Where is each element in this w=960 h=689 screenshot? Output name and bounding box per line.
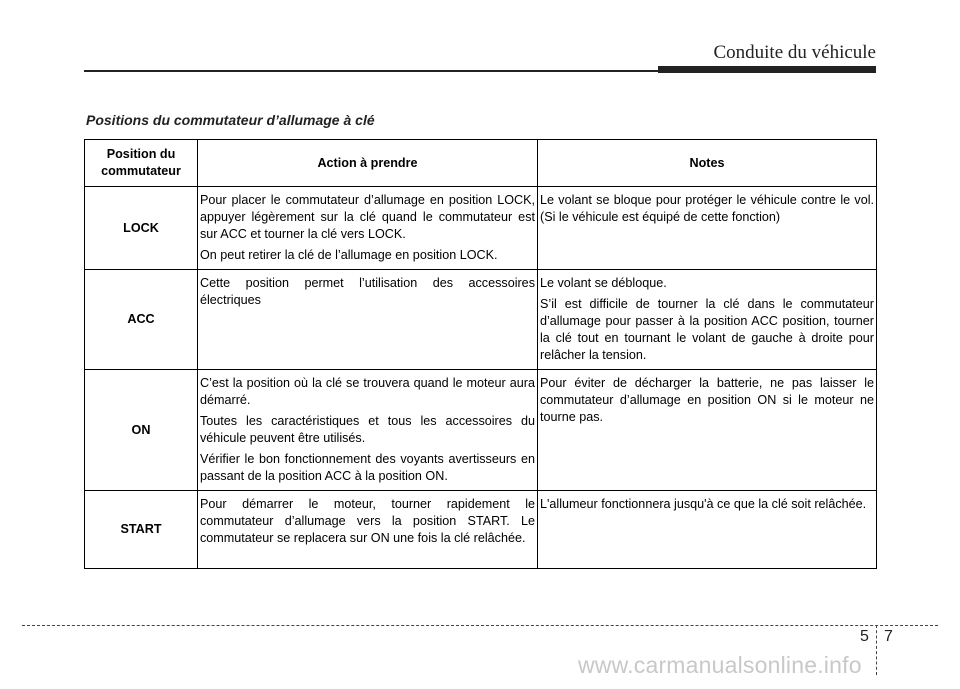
action-text: C’est la position où la clé se trouvera quand le moteur aura démarré. — [200, 376, 535, 407]
column-header-notes: Notes — [538, 140, 877, 187]
table-row-lock — [85, 187, 877, 270]
notes-cell — [538, 491, 877, 569]
notes-cell — [538, 187, 877, 270]
action-text: Pour démarrer le moteur, tourner rapidement le commutateur d’allumage vers la position START. Le commutateur se replacera sur ON une fois la clé relâchée. — [200, 497, 535, 545]
action-cell — [198, 370, 538, 491]
notes-text: L'allumeur fonctionnera jusqu'à ce que la clé soit relâchée. — [540, 497, 867, 511]
position-cell: START — [85, 491, 198, 569]
column-header-position: Position du commutateur — [85, 140, 198, 187]
section-title: Positions du commutateur d’allumage à clé — [86, 112, 375, 128]
header-rule — [84, 70, 660, 72]
position-cell: ON — [85, 370, 198, 491]
chapter-number: 5 — [860, 628, 869, 645]
action-cell — [198, 491, 538, 569]
action-cell — [198, 270, 538, 370]
header-rule-accent — [658, 66, 876, 73]
action-text: Vérifier le bon fonctionnement des voyants avertisseurs en passant de la position ACC à la position ON. — [200, 452, 535, 483]
notes-text: Le volant se débloque. — [540, 276, 667, 290]
action-text: Cette position permet l’utilisation des accessoires électriques — [200, 276, 535, 307]
chapter-title: Conduite du véhicule — [713, 42, 876, 63]
action-text: Pour placer le commutateur d’allumage en position LOCK, appuyer légèrement sur la clé quand le commutateur est sur ACC et tourner la clé vers LOCK. — [200, 193, 535, 241]
notes-cell — [538, 270, 877, 370]
footer-page-divider — [876, 625, 877, 675]
table-row-acc — [85, 270, 877, 370]
action-text: On peut retirer la clé de l’allumage en position LOCK. — [200, 248, 498, 262]
footer-dashed-rule — [22, 625, 938, 626]
notes-text: Pour éviter de décharger la batterie, ne pas laisser le commutateur d’allumage en position ON si le moteur ne tourne pas. — [540, 376, 874, 424]
page-number: 7 — [884, 628, 893, 645]
table-row-start — [85, 491, 877, 569]
position-cell: LOCK — [85, 187, 198, 270]
table-header-row — [85, 140, 877, 187]
notes-text: S’il est difficile de tourner la clé dans le commutateur d’allumage pour passer à la position ACC position, tourner la clé tout en tournant le volant de gauche à droite pour relâcher la tension. — [540, 297, 874, 362]
column-header-action: Action à prendre — [198, 140, 538, 187]
notes-text: Le volant se bloque pour protéger le véhicule contre le vol. (Si le véhicule est équipé de cette fonction) — [540, 193, 874, 224]
action-text: Toutes les caractéristiques et tous les accessoires du véhicule peuvent être utilisés. — [200, 414, 535, 445]
watermark-text: www.carmanualsonline.info — [578, 652, 862, 678]
ignition-positions-table — [84, 139, 877, 569]
action-cell — [198, 187, 538, 270]
notes-cell — [538, 370, 877, 491]
position-cell: ACC — [85, 270, 198, 370]
table-row-on — [85, 370, 877, 491]
